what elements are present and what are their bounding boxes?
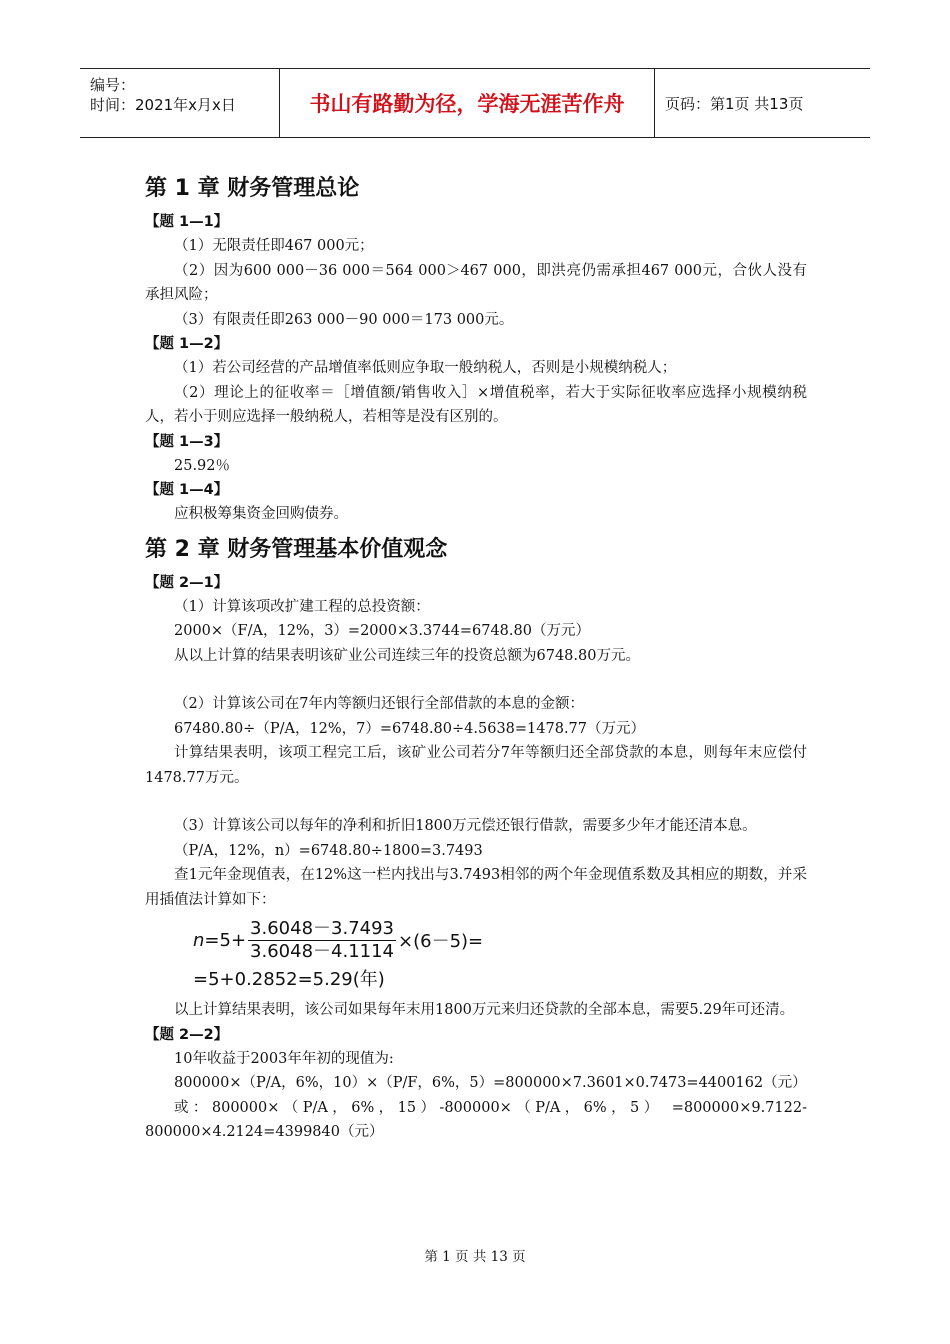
formula-fraction <box>248 918 396 963</box>
chapter-2-title: 第 2 章 财务管理基本价值观念 <box>145 536 448 562</box>
paragraph: 2000×（F/A，12%，3）=2000×3.3744=6748.80（万元） <box>174 623 590 639</box>
header-number-label: 编号： <box>90 76 136 94</box>
paragraph: 计算结果表明，该项工程完工后，该矿业公司若分7年等额归还全部贷款的本息，则每年末应偿付1478.77万元。 <box>145 745 807 786</box>
paragraph: 以上计算结果表明，该公司如果每年末用1800万元来归还贷款的全部本息，需要5.29年可还清。 <box>174 1002 795 1018</box>
paragraph: （2）理论上的征收率＝［增值额/销售收入］×增值税率，若大于实际征收率应选择小规模纳税人，若小于则应选择一般纳税人，若相等是没有区别的。 <box>145 384 807 425</box>
question-1-2-label: 【题 1—2】 <box>145 336 229 352</box>
paragraph: 从以上计算的结果表明该矿业公司连续三年的投资总额为6748.80万元。 <box>174 647 640 664</box>
page-header <box>80 68 870 138</box>
paragraph: 查1元年金现值表，在12%这一栏内找出与3.7493相邻的两个年金现值系数及其相应的期数，并采用插值法计算如下： <box>145 867 807 908</box>
question-1-4-label: 【题 1—4】 <box>145 482 229 498</box>
paragraph: 67480.80÷（P/A，12%，7）=6748.80÷4.5638=1478.77（万元） <box>174 720 646 737</box>
question-1-3-label: 【题 1—3】 <box>145 433 229 450</box>
question-2-2-label: 【题 2—2】 <box>145 1026 229 1043</box>
paragraph: （2）因为600 000－36 000＝564 000＞467 000，即洪亮仍需承担467 000元，合伙人没有承担风险； <box>145 262 807 303</box>
formula-eq1: =5+ <box>204 929 247 951</box>
header-meta <box>80 69 280 137</box>
paragraph: （3）有限责任即263 000－90 000＝173 000元。 <box>174 311 514 328</box>
formula-numerator: 3.6048－3.7493 <box>250 917 395 939</box>
interpolation-formula <box>193 914 807 994</box>
paragraph: （1）计算该项改扩建工程的总投资额： <box>174 598 430 615</box>
document-body <box>145 166 807 1145</box>
paragraph: （P/A，12%，n）=6748.80÷1800=3.7493 <box>174 842 483 859</box>
header-time-label: 时间：2021年x月x日 <box>90 96 236 114</box>
paragraph: 800000×（P/A，6%，10）×（P/F，6%，5）=800000×7.3601×0.7473=4400162（元） <box>174 1075 807 1091</box>
formula-tail: ×(6－5)= <box>398 931 484 952</box>
question-2-1-label: 【题 2—1】 <box>145 574 229 591</box>
paragraph: （1）若公司经营的产品增值率低则应争取一般纳税人，否则是小规模纳税人； <box>174 360 677 376</box>
header-motto: 书山有路勤为径，学海无涯苦作舟 <box>280 69 655 137</box>
paragraph: （1）无限责任即467 000元； <box>174 238 374 254</box>
formula-line2: =5+0.2852=5.29(年) <box>193 969 385 990</box>
paragraph: 25.92％ <box>174 457 231 474</box>
chapter-1-title: 第 1 章 财务管理总论 <box>145 176 360 201</box>
paragraph: （2）计算该公司在7年内等额归还银行全部借款的本息的金额： <box>174 696 584 712</box>
paragraph: 10年收益于2003年年初的现值为: <box>174 1050 394 1067</box>
paragraph: （3）计算该公司以每年的净利和折旧1800万元偿还银行借款，需要多少年才能还清本息。 <box>174 818 757 834</box>
paragraph: 或：800000×（P/A，6%，15）-800000×（P/A，6%，5） =800000×9.7122-800000×4.2124=4399840（元） <box>145 1099 807 1140</box>
formula-denominator: 3.6048－4.1114 <box>250 940 395 962</box>
question-1-1-label: 【题 1—1】 <box>145 214 229 230</box>
page-footer: 第 1 页 共 13 页 <box>424 1249 526 1265</box>
header-page-label: 页码：第1页 共13页 <box>665 94 804 113</box>
formula-lhs: n <box>193 929 205 951</box>
paragraph: 应积极筹集资金回购债券。 <box>174 506 348 522</box>
